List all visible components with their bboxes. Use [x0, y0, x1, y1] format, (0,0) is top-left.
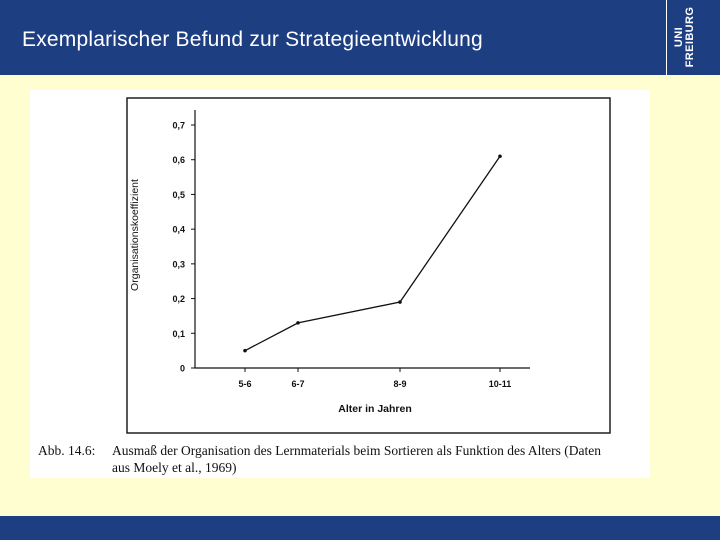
line-chart [30, 90, 650, 440]
y-tick-label: 0,4 [172, 224, 185, 235]
x-tick-label: 10-11 [488, 379, 512, 389]
slide-header [0, 0, 720, 75]
scanned-figure [30, 90, 650, 478]
y-tick-label: 0,5 [172, 189, 185, 200]
x-axis-ticks [238, 368, 511, 389]
data-point [243, 349, 247, 353]
logo-text [674, 7, 696, 68]
data-points [243, 154, 502, 352]
y-tick-label: 0,7 [172, 120, 185, 131]
y-tick-label: 0,2 [172, 294, 185, 305]
logo-line-2: FREIBURG [684, 6, 696, 68]
caption-label: Abb. 14.6: [38, 443, 96, 458]
data-point [398, 300, 402, 304]
y-tick-label: 0,6 [172, 155, 185, 166]
figure-caption [38, 442, 642, 476]
y-tick-label: 0,3 [172, 259, 185, 270]
y-tick-label: 0 [179, 363, 185, 374]
y-axis-ticks [172, 121, 195, 374]
chart-frame [127, 98, 610, 433]
caption-line-2: aus Moely et al., 1969) [112, 460, 237, 475]
logo-line-1: UNI [673, 26, 685, 48]
series-line [245, 156, 500, 350]
x-tick-label: 8-9 [393, 379, 407, 389]
data-point [498, 154, 502, 158]
slide-title: Exemplarischer Befund zur Strategieentwicklung [22, 28, 483, 51]
y-axis-label: Organisationskoeffizient [129, 179, 141, 291]
x-tick-label: 6-7 [291, 379, 305, 389]
x-tick-label: 5-6 [238, 379, 252, 389]
slide-footer [0, 516, 720, 540]
y-tick-label: 0,1 [172, 328, 185, 339]
university-logo [666, 0, 720, 75]
x-axis-label: Alter in Jahren [338, 403, 412, 415]
data-point [296, 321, 300, 325]
caption-line-1: Ausmaß der Organisation des Lernmaterials beim Sortieren als Funktion des Alters (Daten [112, 443, 602, 458]
